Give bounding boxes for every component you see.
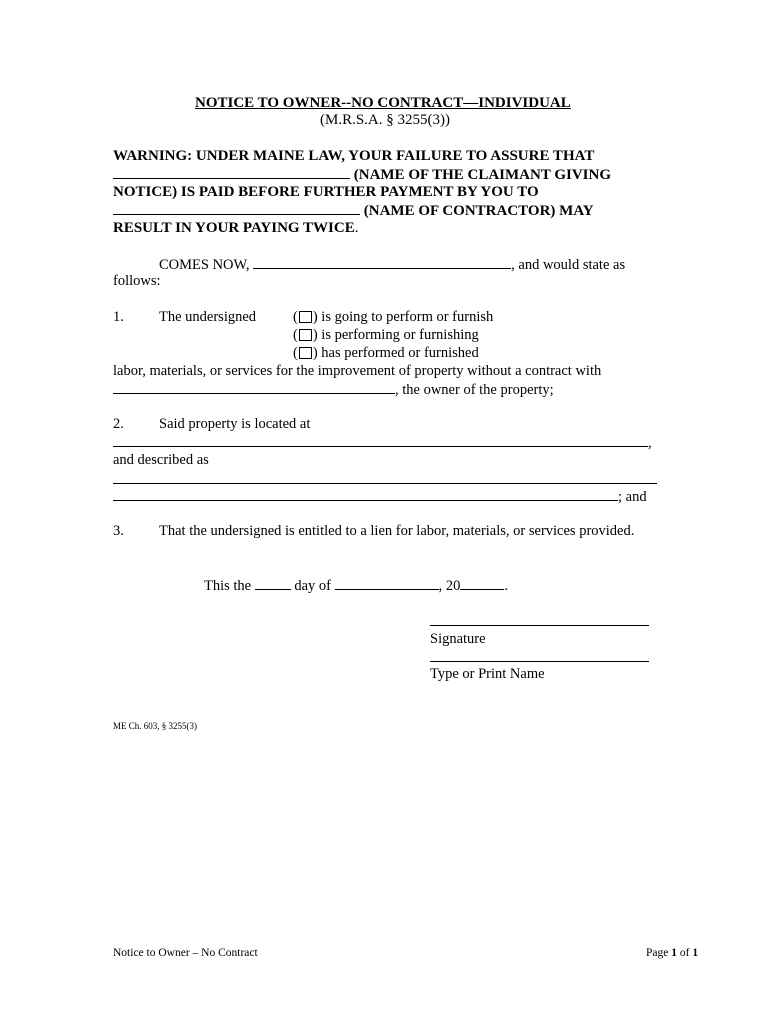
year-blank[interactable]	[460, 577, 504, 590]
checkbox-perform-furnish[interactable]	[299, 311, 312, 323]
item2-label: Said property is located at	[159, 416, 311, 432]
comes-now-line	[159, 256, 625, 274]
warning-line-2-text: (NAME OF THE CLAIMANT GIVING	[353, 167, 611, 183]
item1-line-2: labor, materials, or services for the improvement of property without a contract with	[113, 363, 602, 379]
warning-line-5	[113, 220, 359, 237]
option-perform-furnish-label: ) is going to perform or furnish	[312, 309, 494, 325]
contractor-name-blank[interactable]	[113, 202, 360, 215]
page-number	[646, 946, 698, 960]
warning-line-4-text: (NAME OF CONTRACTOR) MAY	[363, 203, 594, 219]
item1-label: The undersigned	[159, 309, 257, 325]
owner-name-blank[interactable]	[113, 381, 395, 394]
described-label: and described as	[113, 452, 209, 468]
document-title: NOTICE TO OWNER--NO CONTRACT—INDIVIDUAL	[195, 95, 571, 111]
item2-number: 2.	[113, 416, 124, 432]
warning-line-5-text: RESULT IN YOUR PAYING TWICE	[113, 220, 355, 236]
comes-now-suffix: , and would state as	[511, 257, 626, 273]
warning-line-1: WARNING: UNDER MAINE LAW, YOUR FAILURE TO ASSURE THAT	[113, 148, 595, 164]
owner-line	[113, 381, 554, 399]
this-the-label: This the	[204, 578, 252, 594]
description-suffix: ; and	[618, 489, 647, 505]
footer-title: Notice to Owner – No Contract	[113, 947, 258, 959]
claimant-name-blank[interactable]	[113, 166, 350, 179]
owner-suffix: , the owner of the property;	[395, 382, 554, 398]
option-performing-furnishing-label: ) is performing or furnishing	[312, 327, 479, 343]
checkbox-performing-furnishing[interactable]	[299, 329, 312, 341]
item1-number: 1.	[113, 309, 124, 325]
claimant-blank[interactable]	[253, 256, 511, 269]
month-blank[interactable]	[335, 577, 439, 590]
print-name-label: Type or Print Name	[430, 666, 545, 682]
location-suffix: ,	[648, 435, 652, 451]
of-word: of	[679, 947, 690, 959]
signature-label: Signature	[430, 631, 486, 647]
follows-text: follows:	[113, 273, 161, 289]
year-prefix: , 20	[438, 578, 461, 594]
option-performed-furnished: ( ) has performed or furnished	[293, 345, 479, 361]
form-reference: ME Ch. 603, § 3255(3)	[113, 721, 197, 731]
day-blank[interactable]	[255, 577, 291, 590]
location-blank[interactable]	[113, 434, 648, 447]
date-end: .	[504, 578, 509, 594]
signature-line[interactable]	[430, 625, 649, 626]
description-blank-1[interactable]	[113, 483, 657, 484]
description-line-2	[113, 488, 647, 506]
warning-line-4	[113, 202, 594, 220]
option-performing-furnishing: ( ) is performing or furnishing	[293, 327, 479, 343]
option-perform-furnish: ( ) is going to perform or furnish	[293, 309, 494, 325]
page-word: Page	[646, 947, 669, 959]
date-line	[204, 577, 508, 595]
warning-line-3: NOTICE) IS PAID BEFORE FURTHER PAYMENT BY YOU TO	[113, 184, 539, 200]
warning-line-5-period: .	[354, 220, 359, 236]
item3-text: That the undersigned is entitled to a lien for labor, materials, or services provided.	[159, 523, 635, 539]
day-of-label: day of	[294, 578, 332, 594]
description-blank-2[interactable]	[113, 488, 618, 501]
page-total: 1	[692, 947, 699, 959]
comes-now-label: COMES NOW,	[159, 257, 250, 273]
checkbox-performed-furnished[interactable]	[299, 347, 312, 359]
location-line	[113, 434, 652, 452]
statute-reference: (M.R.S.A. § 3255(3))	[320, 112, 450, 128]
item3-number: 3.	[113, 523, 124, 539]
page-current: 1	[671, 947, 677, 959]
warning-line-2	[113, 166, 611, 184]
option-performed-furnished-label: ) has performed or furnished	[312, 345, 479, 361]
print-name-line[interactable]	[430, 661, 649, 662]
